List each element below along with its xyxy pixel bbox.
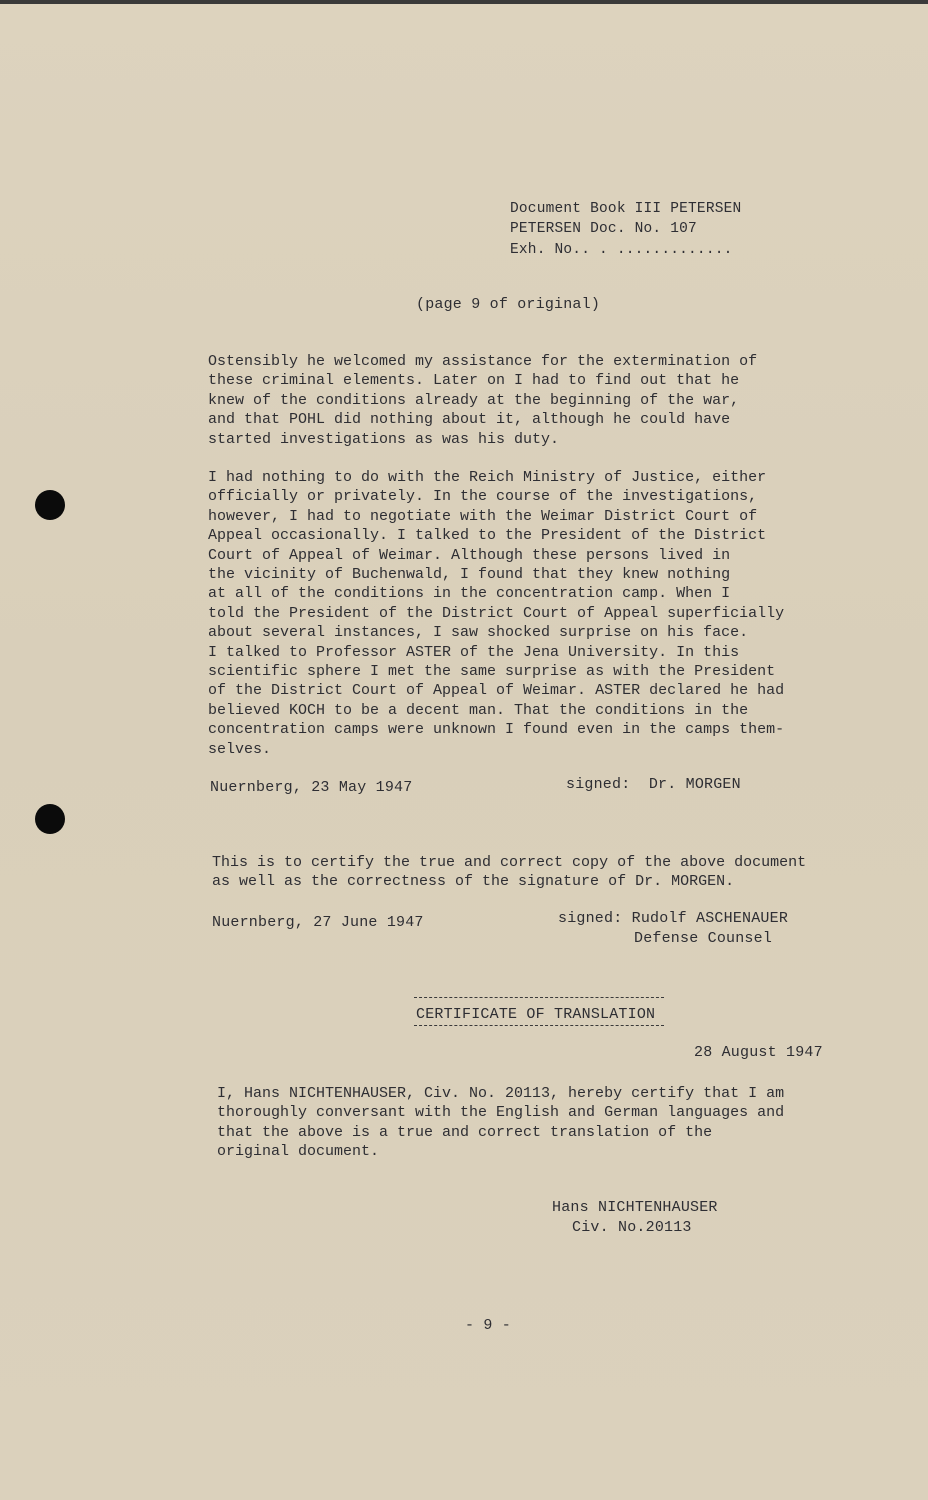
paragraph-2-line: selves. — [208, 740, 272, 758]
paragraph-2-line: I talked to Professor ASTER of the Jena University. In this — [208, 643, 740, 661]
signature-2-title: Defense Counsel — [634, 930, 773, 947]
punch-hole-upper — [35, 490, 65, 520]
paragraph-1-line: and that POHL did nothing about it, although he could have — [208, 411, 731, 429]
paragraph-2-line: told the President of the District Court of Appeal superficially — [208, 604, 785, 622]
document-number-label: PETERSEN Doc. No. 107 — [510, 221, 697, 237]
translator-name: Hans NICHTENHAUSER — [552, 1199, 718, 1216]
paragraph-2-line: of the District Court of Appeal of Weimar. ASTER declared he had — [208, 682, 785, 700]
signature-2-signed: signed: Rudolf ASCHENAUER — [558, 910, 789, 927]
paragraph-2-line: I had nothing to do with the Reich Ministry of Justice, either — [208, 469, 767, 486]
exhibit-number-label: Exh. No.. . ............. — [510, 242, 733, 258]
paragraph-2-line: Court of Appeal of Weimar. Although these persons lived in — [208, 546, 731, 564]
page-number: - 9 - — [465, 1317, 512, 1334]
signature-1-place-date: Nuernberg, 23 May 1947 — [210, 779, 413, 796]
document-book-label: Document Book III PETERSEN — [510, 201, 742, 217]
heading-rule-upper — [414, 997, 664, 999]
paragraph-2-line: concentration camps were unknown I found even in the camps them- — [208, 721, 785, 739]
translation-date: 28 August 1947 — [694, 1044, 823, 1061]
translation-line: that the above is a true and correct translation of the — [217, 1123, 713, 1141]
certification-line: This is to certify the true and correct copy of the above document — [212, 854, 807, 871]
paragraph-1-line: Ostensibly he welcomed my assistance for the extermination of — [208, 353, 758, 370]
translation-line: original document. — [217, 1143, 380, 1161]
paragraph-1 — [208, 352, 757, 449]
paragraph-2 — [208, 468, 784, 759]
paragraph-2-line: the vicinity of Buchenwald, I found that they knew nothing — [208, 566, 731, 584]
certification-line: as well as the correctness of the signature of Dr. MORGEN. — [212, 873, 735, 891]
paragraph-2-line: Appeal occasionally. I talked to the President of the District — [208, 527, 767, 545]
certification-paragraph — [212, 853, 806, 892]
paragraph-2-line: officially or privately. In the course of the investigations, — [208, 488, 758, 506]
page-top-edge — [0, 0, 928, 4]
paragraph-1-line: started investigations as was his duty. — [208, 430, 560, 448]
signature-2-place-date: Nuernberg, 27 June 1947 — [212, 914, 424, 931]
paragraph-2-line: about several instances, I saw shocked surprise on his face. — [208, 624, 749, 642]
paragraph-2-line: however, I had to negotiate with the Weimar District Court of — [208, 507, 758, 525]
paragraph-1-line: knew of the conditions already at the beginning of the war, — [208, 391, 740, 409]
translation-paragraph — [217, 1084, 784, 1162]
translation-heading: CERTIFICATE OF TRANSLATION — [416, 1006, 656, 1023]
paragraph-2-line: believed KOCH to be a decent man. That the conditions in the — [208, 701, 749, 719]
translation-line: thoroughly conversant with the English and German languages and — [217, 1104, 785, 1122]
signature-1-signed: signed: Dr. MORGEN — [566, 776, 741, 793]
translation-line: I, Hans NICHTENHAUSER, Civ. No. 20113, hereby certify that I am — [217, 1085, 785, 1102]
translator-civ-number: Civ. No.20113 — [572, 1219, 692, 1236]
paragraph-1-line: these criminal elements. Later on I had to find out that he — [208, 372, 740, 390]
paragraph-2-line: at all of the conditions in the concentration camp. When I — [208, 585, 731, 603]
heading-rule-lower — [414, 1025, 664, 1027]
page-reference: (page 9 of original) — [416, 296, 601, 313]
punch-hole-lower — [35, 804, 65, 834]
paragraph-2-line: scientific sphere I met the same surprise as with the President — [208, 663, 776, 681]
